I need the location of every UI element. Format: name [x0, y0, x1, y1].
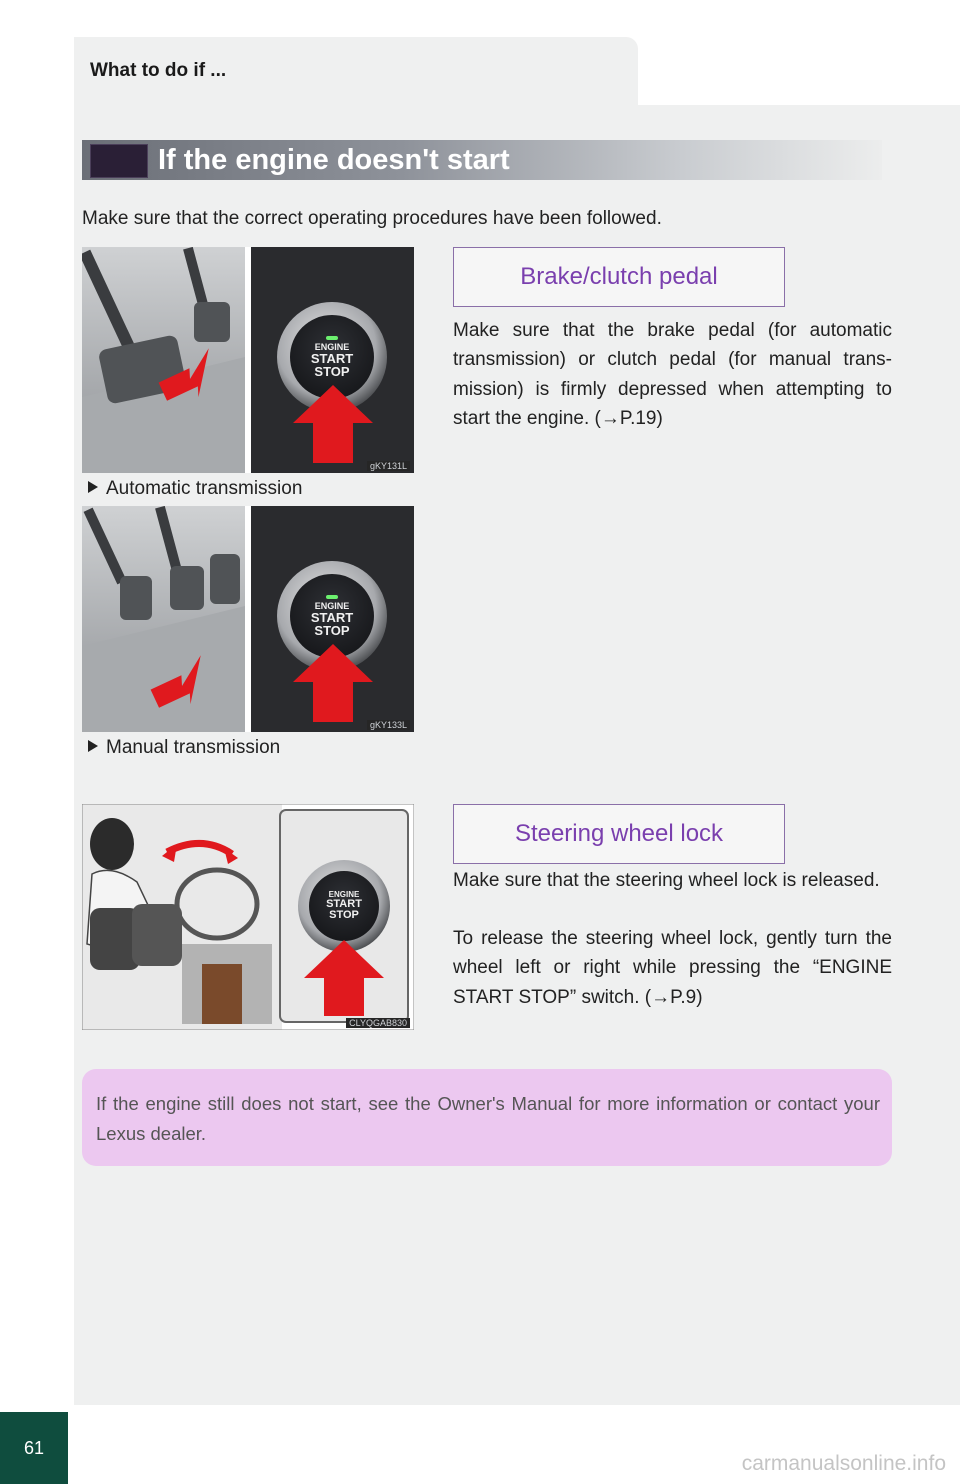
page-title: If the engine doesn't start — [158, 144, 510, 176]
button-label-stop: STOP — [329, 909, 359, 921]
page-number: 61 — [0, 1412, 68, 1484]
steering-lock-text-2: To release the steering wheel lock, gently turn the wheel left or right while pressing the “ENGINE START STOP” switch. (→P.9) — [453, 928, 892, 1008]
title-bar-icon — [90, 144, 148, 178]
automatic-transmission-image — [82, 247, 414, 473]
button-label-start: START — [310, 610, 354, 625]
title-bar — [82, 140, 882, 180]
button-label-stop: STOP — [314, 623, 350, 638]
intro-text: Make sure that the correct operating procedures have been followed. — [82, 208, 662, 229]
button-label-engine: ENGINE — [328, 890, 360, 899]
caption-manual — [88, 737, 280, 759]
steering-lock-heading: Steering wheel lock — [453, 804, 785, 864]
press-arrow-icon — [82, 804, 414, 1030]
image-code: gKY131L — [367, 461, 410, 471]
brake-clutch-heading: Brake/clutch pedal — [453, 247, 785, 307]
watermark: carmanualsonline.info — [741, 1452, 946, 1475]
button-label-start: START — [310, 351, 354, 366]
note-text: If the engine still does not start, see the Owner's Manual for more information or contact your Lexus dealer. — [96, 1093, 880, 1144]
image-code: gKY133L — [367, 720, 410, 730]
button-label-start: START — [326, 898, 362, 910]
button-label-engine: ENGINE — [314, 342, 350, 352]
brake-clutch-text: Make sure that the brake pedal (for automatic transmission) or clutch pedal (for manual trans-mission) is firmly depressed when attempting to start the engine. (→P.19) — [453, 320, 892, 429]
steering-lock-text-1: Make sure that the steering wheel lock is released. — [453, 870, 880, 891]
steering-lock-image — [82, 804, 414, 1030]
section-label: What to do if ... — [90, 60, 227, 81]
caption-automatic-text: Automatic transmission — [106, 478, 303, 499]
press-arrow-icon — [82, 506, 414, 732]
note-box — [82, 1069, 892, 1166]
image-code: CLYQGAB830 — [346, 1018, 410, 1028]
caption-automatic — [88, 478, 302, 500]
caption-manual-text: Manual transmission — [106, 737, 281, 758]
button-label-stop: STOP — [314, 364, 350, 379]
manual-transmission-image — [82, 506, 414, 732]
button-label-engine: ENGINE — [314, 601, 350, 611]
triangle-bullet-icon — [88, 481, 98, 493]
triangle-bullet-icon — [88, 740, 98, 752]
press-arrow-icon — [82, 247, 414, 473]
